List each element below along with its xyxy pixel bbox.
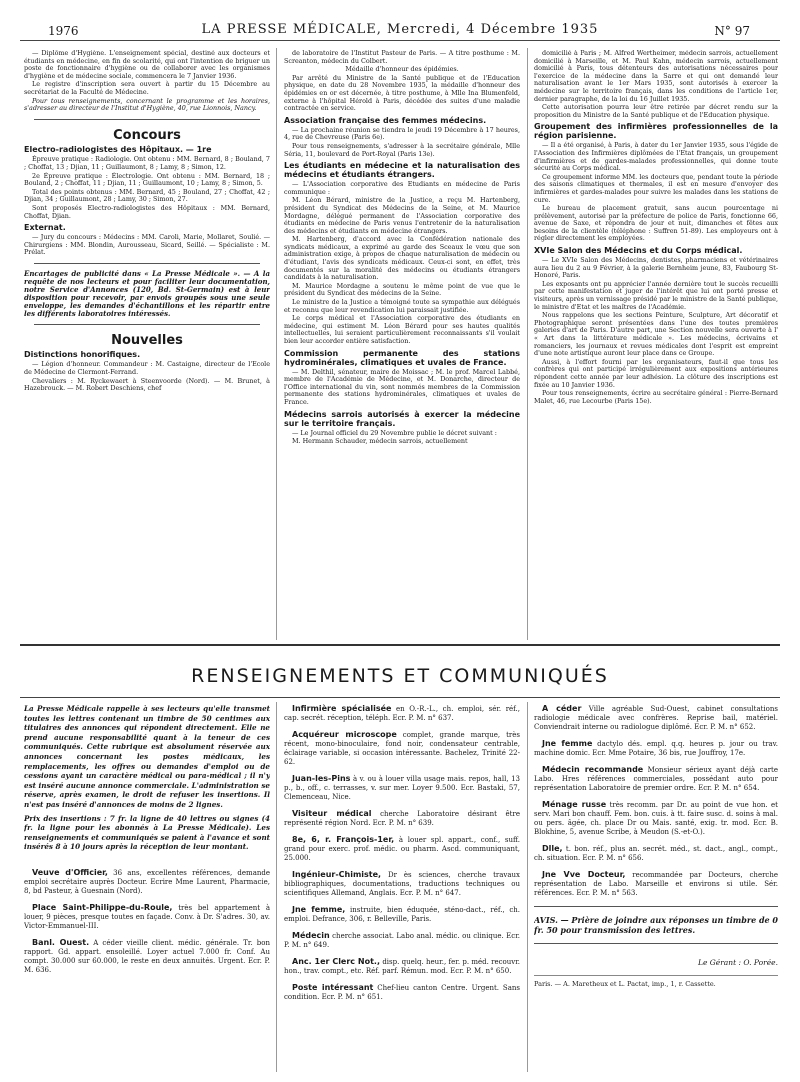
divider [534,943,778,944]
column-2 [284,50,520,640]
classified-ad: Ménage russe très recomm. par Dr. au point de vue hon. et serv. Mari bon chauff. Fem. bon. cuis. à tt. faire susc. d. soins à mal. ou pers. âgée, ch. place Dr ou Mais. santé, exig. tr. mod. Ecr. B. Blokhine, 5, avenue Scribe, à Meudon (S.-et-O.). [534,800,778,836]
paragraph: Total des points obtenus : MM. Bernard, 45 ; Bouland, 27 ; Choffat, 42 ; Djian, 34 ; Guillaumont, 28 ; Lamy, 30 ; Simon, 27. [24,187,270,204]
paragraph: — Jury du concours : Médecins : MM. Caroli, Marie, Mollaret, Soulié. — Chirurgiens : MM. Blondin, Aurousseau, Sicard, Seillé. — Spécialiste : M. Prélat. [24,233,270,257]
column-3 [534,50,778,640]
classified-ad: 8e, 6, r. François-1er, à louer spl. appart., conf., suff. grand pour exerc. prof. médic. ou pharm. Ascd. communiquant, 25.000. [284,835,520,862]
heading: Commission permanente des stations hydrominérales, climatiques et uvales de France. [284,348,520,367]
paragraph: — Diplôme d'Hygiène. L'enseignement spécial, destiné aux docteurs et étudiants en médecine, en fin de scolarité, qui ont l'intention de briguer un poste de fonctionnaire d'hygiène ou de collaborer avec les organismes d'hygiène et de médecine sociale, commencera le 7 Janvier 1936. [24,50,270,80]
banner-renseignements: RENSEIGNEMENTS ET COMMUNIQUÉS [191,665,609,687]
ads-column-1 [24,704,270,1074]
column-divider [276,48,277,640]
classified-ad: Veuve d'Officier, 36 ans, excellentes références, demande emploi secrétaire auprès Docteur. Ecrire Mme Laurent, Pharmacie, 8, bd Pasteur, à Guesnain (Nord). [24,867,270,895]
issue-number: N° 97 [714,24,750,38]
paragraph: Le bureau de placement gratuit, sans aucun pourcentage ni prélèvement, autorisé par la préfecture de police de Paris, fonctionne 66, avenue de Saxe, et répondra de jour et nuit, dimanches et fêtes aux besoins de la clientèle (téléphone : Suffren 51-89). Les employeurs ont à régler directement les employées. [534,204,778,243]
paragraph: M. Hartenberg, d'accord avec la Confédération nationale des syndicats médicaux, a exprimé au garde des Sceaux le vœu que son administration exige, à propos de chaque naturalisation de médecin ou d'étudiant, l'avis des syndicats médicaux. Ceux-ci sont, en effet, très documentés sur la moralité des médecins ou étudiants étrangers candidats à la naturalisation. [284,235,520,282]
paragraph: Les exposants ont pu apprécier l'année dernière tout le succès recueilli par cette manifestation et juger de l'intérêt que lui ont porté presse et visiteurs, après un vernissage présidé par le ministre de la Santé publique, le ministre d'Etat et les maîtres de l'Académie. [534,279,778,311]
paragraph: Cette autorisation pourra leur être retirée par décret rendu sur la proposition du Ministre de la Santé publique et de l'Education physique. [534,103,778,119]
paragraph: Pour tous renseignements, s'adresser à la secrétaire générale, Mlle Séria, 11, boulevard de Port-Royal (Paris 13e). [284,141,520,158]
column-1 [24,50,270,640]
gerant-signature: Le Gérant : O. Porée. [697,958,778,967]
classified-ad: Banl. Ouest. A céder vieille client. médic. générale. Tr. bon rapport. Gd. appart. ensoleillé. Loyer actuel 7.000 fr. Conf. Au compt. 30.000 sur 60.000, le reste en deux annuités. Urgent. Ecr. P. M. 636. [24,937,270,974]
paragraph: Pour tous renseignements, écrire au secrétaire général : Pierre-Bernard Malet, 46, rue Lecourbe (Paris 15e). [534,389,778,405]
divider [34,263,260,264]
classified-ad: Ingénieur-Chimiste, Dr ès sciences, cherche travaux bibliographiques, documentations, traductions techniques ou scientifiques Allemand, Anglais. Ecr. P. M. n° 647. [284,870,520,897]
avis-notice: AVIS. — Prière de joindre aux réponses un timbre de 0 fr. 50 pour transmission des lettres. [534,915,778,935]
paragraph: Aussi, à l'effort fourni par les organisateurs, faut-il que tous les confrères qui ont participé irrégulièrement aux expositions antérieures répondent cette année par leur adhésion. La clôture des inscriptions est fixée au 10 Janvier 1936. [534,357,778,389]
heading: Distinctions honorifiques. [24,350,141,360]
insertion-notice: La Presse Médicale rappelle à ses lecteurs qu'elle transmet toutes les lettres contenant un timbre de 50 centimes aux titulaires des annonces qui répondent directement. Elle ne prend aucune responsabilité quant à la teneur de ces communiqués. Cette rubrique est absolument réservée aux annonces concernant les postes médicaux, les remplacements, les offres ou demandes d'emploi ou de cessions ayant un caractère médical ou para-médical ; il n'y est inséré aucune annonce commerciale. L'administration se réserve, après examen, le droit de refuser les insertions. Il n'est pas inséré d'annonces de moins de 2 lignes. [24,704,270,809]
heading: Association française des femmes médecins. [284,115,487,125]
paragraph: Chevaliers : M. Ryckewaert à Steenvoorde (Nord). — M. Brunet, à Hazebrouck. — M. Robert Deschiens, chef [24,376,270,393]
paragraph: Par arrêté du Ministre de la Santé publique et de l'Education physique, en date du 28 Novembre 1935, la médaille d'honneur des épidémies en or est décernée, à titre posthume, à Mlle Ina Blumenfeld, externe à l'hôpital Hérold à Paris, décédée des suites d'une maladie contractée en service. [284,73,520,113]
page-header [10,10,790,40]
classified-ad: Médecin cherche associat. Labo anal. médic. ou clinique. Ecr. P. M. n° 649. [284,931,520,949]
divider [34,119,260,120]
classified-ad: Juan-les-Pins à v. ou à louer villa usage mais. repos, hall, 13 p., b., off., c. terrasses, v. sur mer. Loyer 9.500. Ecr. Bastaki, 57, Clemenceau, Nice. [284,774,520,801]
heading: Electro-radiologistes des Hôpitaux. — 1re [24,145,212,155]
paragraph: Sont proposés Electro-radiologistes des Hôpitaux : MM. Bernard, Choffat, Djian. [24,203,270,220]
paragraph: — Légion d'honneur. Commandeur : M. Castaigne, directeur de l'Ecole de Médecine de Clermont-Ferrand. [24,360,270,377]
printer-imprint: Paris. — A. Maretheux et L. Pactat, imp., 1, r. Cassette. [534,975,778,989]
paragraph: — M. Delthil, sénateur, maire de Moissac ; M. le prof. Marcel Labbé, membre de l'Académie de Médecine, et M. Donarche, directeur de l'Office international du vin, sont nommés membres de la Commission permanente des stations hydrominérales, climatiques et uvales de France. [284,367,520,406]
page-number: 1976 [48,24,79,38]
paragraph: — Il a été organisé, à Paris, à dater du 1er Janvier 1935, sous l'égide de l'Association des Infirmières diplômées de l'Etat français, un groupement d'infirmières et de gardes-malades professionnelles, qui donne toute sécurité au Corps médical. [534,141,778,173]
classified-ad: Jne femme, instruite, bien éduquée, sténo-dact., réf., ch. emploi. Defrance, 306, r. Belleville, Paris. [284,905,520,923]
heading: XVIe Salon des Médecins et du Corps médical. [534,246,743,256]
heading: Les étudiants en médecine et la naturalisation des médecins et étudiants étrangers. [284,161,520,180]
heading: Médecins sarrois autorisés à exercer la médecine sur le territoire français. [284,409,520,428]
classified-ad: Dlle, t. bon. réf., plus an. secrét. méd., st. dact., angl., compt., ch. situation. Ecr. P. M. n° 656. [534,844,778,862]
paragraph: Médaille d'honneur des épidémies. [345,65,459,74]
classified-ad: Visiteur médical cherche Laboratoire désirant être représenté région Nord. Ecr. P. M. n° 639. [284,809,520,827]
banner-rule [20,697,780,698]
classified-ad: Médecin recommande Monsieur sérieux ayant déjà carte Labo. Hres références commerciales, possédant auto pour représentation Laboratoire de premier ordre. Ecr. P. M. n° 654. [534,765,778,792]
paragraph: 2e Épreuve pratique : Électrologie. Ont obtenu : MM. Bernard, 18 ; Bouland, 2 ; Choffat, 11 ; Djian, 11 ; Guillaumont, 10 ; Lamy, 8 ; Simon, 5. [24,171,270,188]
paragraph: — Le XVIe Salon des Médecins, dentistes, pharmaciens et vétérinaires aura lieu du 2 au 9 Février, à la galerie Bernheim jeune, 83, Faubourg St-Honoré, Paris. [534,256,778,280]
paragraph: domicilié à Paris ; M. Alfred Wertheimer, médecin sarrois, actuellement domicilié à Marseille, et M. Paul Kahn, médecin sarrois, actuellement domicilié à Paris, tous détenteurs des autorisations nécessaires pour l'exercice de la médecine dans la Sarre et qui ont demandé leur naturalisation avant le 1er Mars 1935, sont autorisés à exercer la médecine sur le territoire français, dans les conditions de l'article 1er, dernier paragraphe, de la loi du 16 Juillet 1935. [534,50,778,103]
column-divider [276,702,277,1072]
paragraph: Le ministre de la Justice a témoigné toute sa sympathie aux délégués et reconnu que leur revendication lui paraissait justifiée. [284,298,520,314]
paragraph: — Le Journal officiel du 29 Novembre publie le décret suivant : [292,428,497,437]
paragraph: Pour tous renseignements, concernant le programme et les horaires, s'adresser au directeur de l'Institut d'Hygiène, 40, rue Lionnois, Nancy. [24,96,270,113]
classified-ad: Poste intéressant Chef-lieu canton Centre. Urgent. Sans condition. Ecr. P. M. n° 651. [284,983,520,1001]
paragraph: M. Léon Bérard, ministre de la Justice, a reçu M. Hartenberg, président du Syndicat des Médecins de la Seine, et M. Maurice Mordagne, délégué permanent de l'Association corporative des étudiants en médecine de Paris venus l'entretenir de la naturalisation des médecins et étudiants en médecine étrangers. [284,196,520,235]
paragraph: de laboratoire de l'Institut Pasteur de Paris. — A titre posthume : M. Screanton, médecin du Colbert. [284,50,520,65]
heading: Groupement des infirmières professionnelles de la région parisienne. [534,122,778,141]
encartages-notice: Encartages de publicité dans « La Presse Médicale ». — A la requête de nos lecteurs et pour faciliter leur documentation, notre Service d'Annonces (120, Bd. St-Germain) est à leur disposition pour recevoir, par envois groupés sous une seule enveloppe, les demandes d'échantillons et les répartir entre les différents laboratoires intéressés. [24,268,270,318]
column-divider [527,702,528,1072]
paragraph: Nous rappelons que les sections Peinture, Sculpture, Art décoratif et Photographique seront présentées dans l'une des toutes premières galeries d'art de Paris. D'autre part, une Section nouvelle sera ouverte à l' « Art dans la littérature médicale ». Les médecins, écrivains et romanciers, les journaux et revues médicales dont l'esprit est empreint d'une note artistique auront leur place dans ce Groupe. [534,311,778,358]
classified-ad: Place Saint-Philippe-du-Roule, très bel appartement à louer, 9 pièces, presque toutes en façade. Conv. à Dr. S'adres. 30, av. Victor-Emmanuel-III. [24,902,270,930]
classified-ad: Acquéreur microscope complet, grande marque, très récent, mono-binoculaire, fond noir, condensateur centrable, éclairage variable, si occasion intéressante. Bachelez, Trinité 22-62. [284,730,520,766]
paragraph: M. Maurice Mordagne a soutenu le même point de vue que le président du Syndicat des médecins de la Seine. [284,281,520,298]
journal-title: LA PRESSE MÉDICALE, Mercredi, 4 Décembre 1935 [201,22,599,37]
paragraph: — La prochaine réunion se tiendra le jeudi 19 Décembre à 17 heures, 4, rue de Chevreuse (Paris 6e). [284,125,520,142]
classified-ad: Jne femme dactylo dés. empl. q.q. heures p. jour ou trav. machine domic. Ecr. Mme Potaire, 36 bis, rue Jouffroy, 17e. [534,739,778,757]
heading: Externat. [24,223,66,233]
paragraph: Épreuve pratique : Radiologie. Ont obtenu : MM. Bernard, 8 ; Bouland, 7 ; Choffat, 13 ; Djian, 11 ; Guillaumont, 8 ; Lamy, 8 ; Simon, 12. [24,155,270,171]
classified-ad: A céder Ville agréable Sud-Ouest, cabinet consultations radiologie médicale avec confrères. Reprise bail, matériel. Conviendrait interne ou radiologue diplômé. Ecr. P. M. n° 652. [534,704,778,731]
header-rule [20,40,780,41]
classified-ad: Infirmière spécialisée en O.-R.-L., ch. emploi, sér. réf., cap. secrét. réception, téléph. Ecr. P. M. n° 637. [284,704,520,722]
paragraph: Le registre d'inscription sera ouvert à partir du 15 Décembre au secrétariat de la Faculté de Médecine. [24,80,270,96]
section-heading-concours: Concours [113,127,181,143]
paragraph: Le corps médical et l'Association corporative des étudiants en médecine, qui estiment M. Léon Bérard pour ses hautes qualités intellectuelles, lui seraient particulièrement reconnaissants s'il voulait bien leur accorder entière satisfaction. [284,314,520,345]
section-rule [20,644,780,646]
insertion-prices: Prix des insertions : 7 fr. la ligne de 40 lettres ou signes (4 fr. la ligne pour les abonnés à La Presse Médicale). Les renseignements et communiqués se paient à l'avance et sont insérés 8 à 10 jours après la réception de leur montant. [24,813,270,852]
paragraph: — L'Association corporative des Etudiants en médecine de Paris communique : [284,180,520,196]
divider [34,324,260,325]
paragraph: M. Hermann Schauder, médecin sarrois, actuellement [292,437,468,446]
ads-column-3 [534,704,778,1074]
ads-column-2 [284,704,520,1074]
classified-ad: Anc. 1er Clerc Not., disp. quelq. heur., fer. p. méd. recouvr. hon., trav. compt., etc. Réf. parf. Rémun. mod. Ecr. P. M. n° 650. [284,957,520,975]
paragraph: Ce groupement informe MM. les docteurs que, pendant toute la période des saisons climatiques et thermales, il est en mesure d'envoyer des infirmières et gardes-malades pour suivre les malades dans les stations de cure. [534,172,778,204]
classified-ad: Jne Vve Docteur, recommandée par Docteurs, cherche représentation de Labo. Marseille et environs si utile. Sér. références. Ecr. P. M. n° 563. [534,870,778,897]
divider [534,906,778,907]
section-heading-nouvelles: Nouvelles [111,332,183,348]
column-divider [527,48,528,640]
